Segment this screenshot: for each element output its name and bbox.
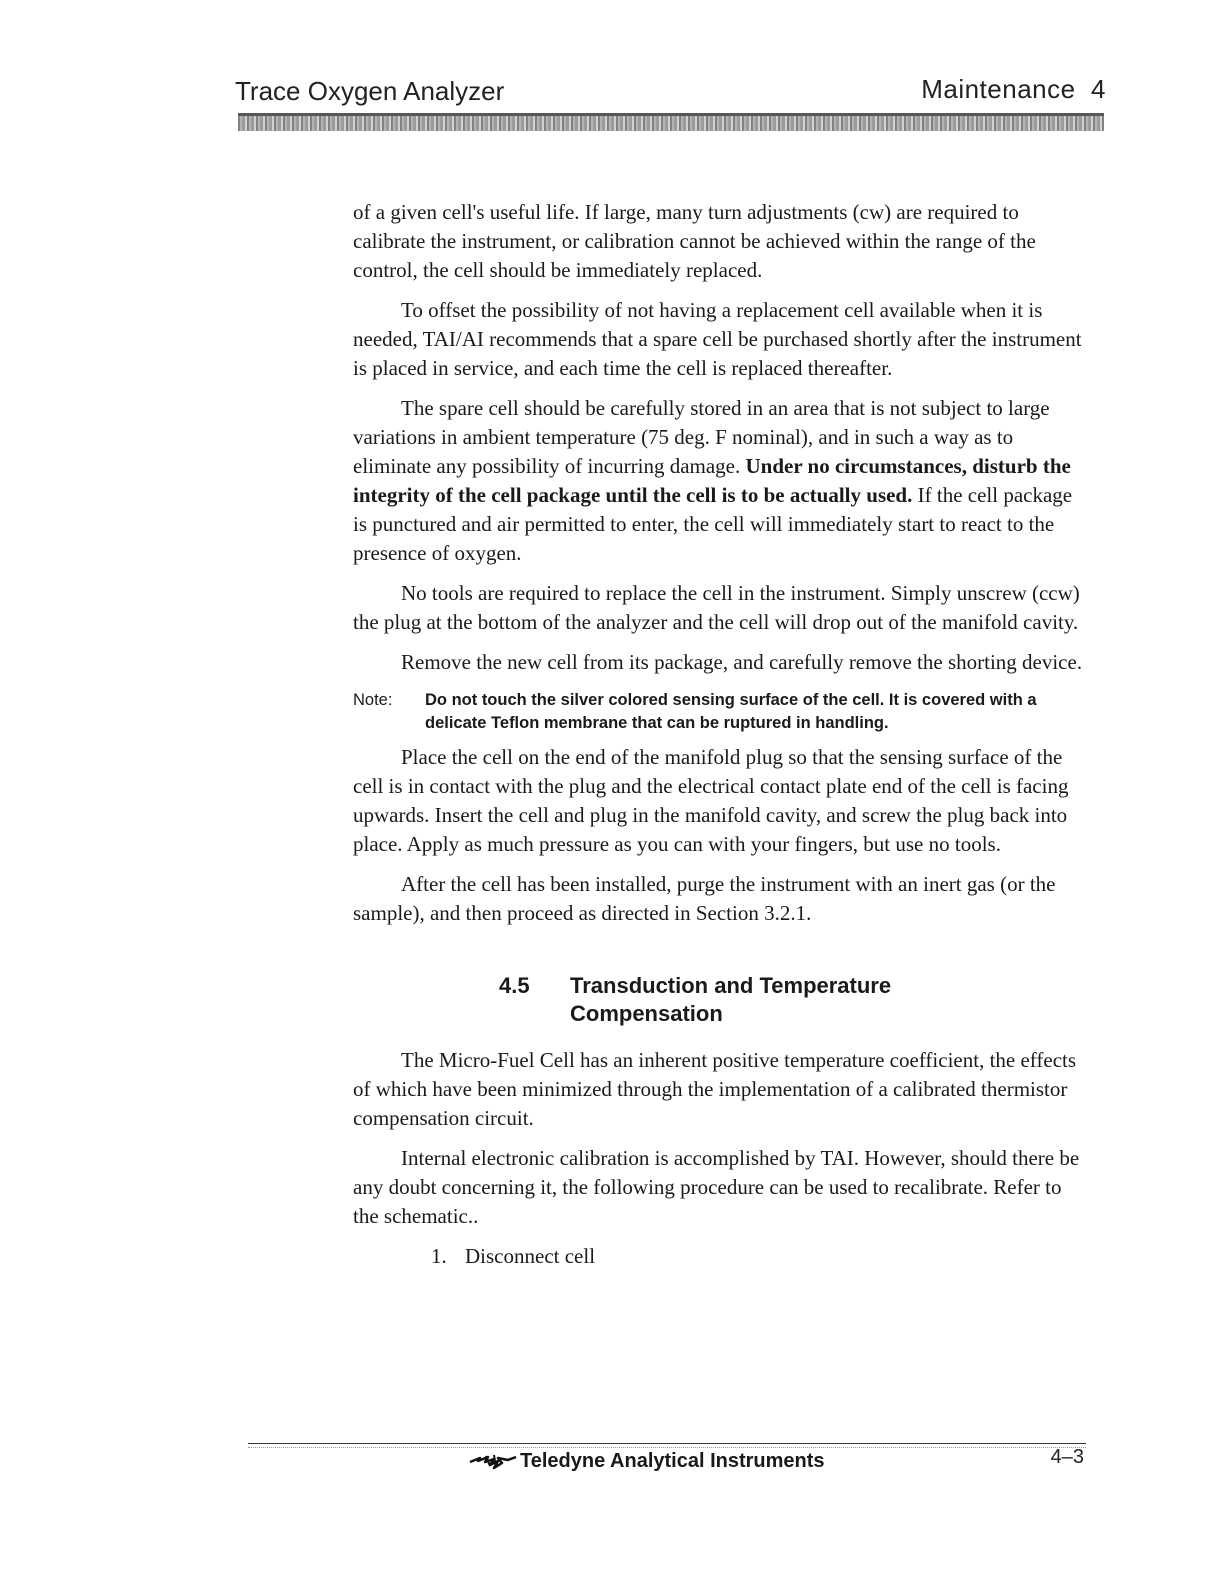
note-text: Do not touch the silver colored sensing surface of the cell. It is covered with a delicate Teflon membrane that can be ruptured in handling. [425, 691, 1037, 732]
paragraph: After the cell has been installed, purge the instrument with an inert gas (or the sample), and then proceed as directed in Section 3.2.1. [353, 872, 1056, 925]
warning-text: Under no circumstances, disturb the integrity of the cell package until the cell is to be actually used. [353, 454, 1071, 507]
running-header-chapter: Maintenance 4 [921, 74, 1106, 104]
note-block [353, 689, 1083, 735]
footer-brand [468, 1450, 825, 1473]
paragraph: No tools are required to replace the cell in the instrument. Simply unscrew (ccw) the plug at the bottom of the analyzer and the cell will drop out of the manifold cavity. [353, 581, 1080, 634]
paragraph: The Micro-Fuel Cell has an inherent positive temperature coefficient, the effects of which have been minimized through the implementation of a calibrated thermistor compensation circuit. [353, 1048, 1077, 1130]
paragraph [353, 394, 1083, 568]
header-divider [238, 113, 1104, 131]
paragraph: Place the cell on the end of the manifold plug so that the sensing surface of the cell is in contact with the plug and the electrical contact plate end of the cell is facing upwards. Insert the cell and plug in the manifold cavity, and screw the plug back into place. Apply as much pressure as you can with your fingers, but use no tools. [353, 745, 1069, 856]
list-number: 1. [431, 1244, 447, 1268]
section-heading [499, 972, 1083, 1028]
note-label: Note: [353, 691, 393, 709]
paragraph-text: The spare cell should be carefully stored in an area that is not subject to large variations in ambient temperature (75 deg. F nominal), and in such a way as to eliminate any possibility of incurring damage. [353, 396, 1050, 478]
paragraph-text: If the cell package is punctured and air permitted to enter, the cell will immediately start to react to the presence of oxygen. [353, 483, 1073, 565]
footer-divider [248, 1443, 1086, 1444]
paragraph: Remove the new cell from its package, and carefully remove the shorting device. [401, 650, 1083, 674]
footer-brand-text: Teledyne Analytical Instruments [520, 1450, 825, 1472]
footer-divider-dotted [248, 1447, 1086, 1448]
paragraph: of a given cell's useful life. If large, many turn adjustments (cw) are required to calibrate the instrument, or calibration cannot be achieved within the range of the control, the cell should be immediately replaced. [353, 200, 1036, 282]
paragraph: Internal electronic calibration is accomplished by TAI. However, should there be any doubt concerning it, the following procedure can be used to recalibrate. Refer to the schematic.. [353, 1146, 1080, 1228]
teledyne-logo-icon [468, 1452, 518, 1472]
section-number: 4.5 [499, 973, 530, 998]
paragraph: To offset the possibility of not having a replacement cell available when it is needed, TAI/AI recommends that a spare cell be purchased shortly after the instrument is placed in service, and each time the cell is replaced thereafter. [353, 298, 1082, 380]
section-title: Transduction and Temperature Compensation [570, 973, 892, 1026]
list-text: Disconnect cell [465, 1244, 596, 1268]
list-item [431, 1242, 1083, 1271]
page-body [353, 198, 1083, 1271]
running-header-title: Trace Oxygen Analyzer [235, 76, 505, 106]
page-number: 4–3 [1050, 1446, 1084, 1468]
